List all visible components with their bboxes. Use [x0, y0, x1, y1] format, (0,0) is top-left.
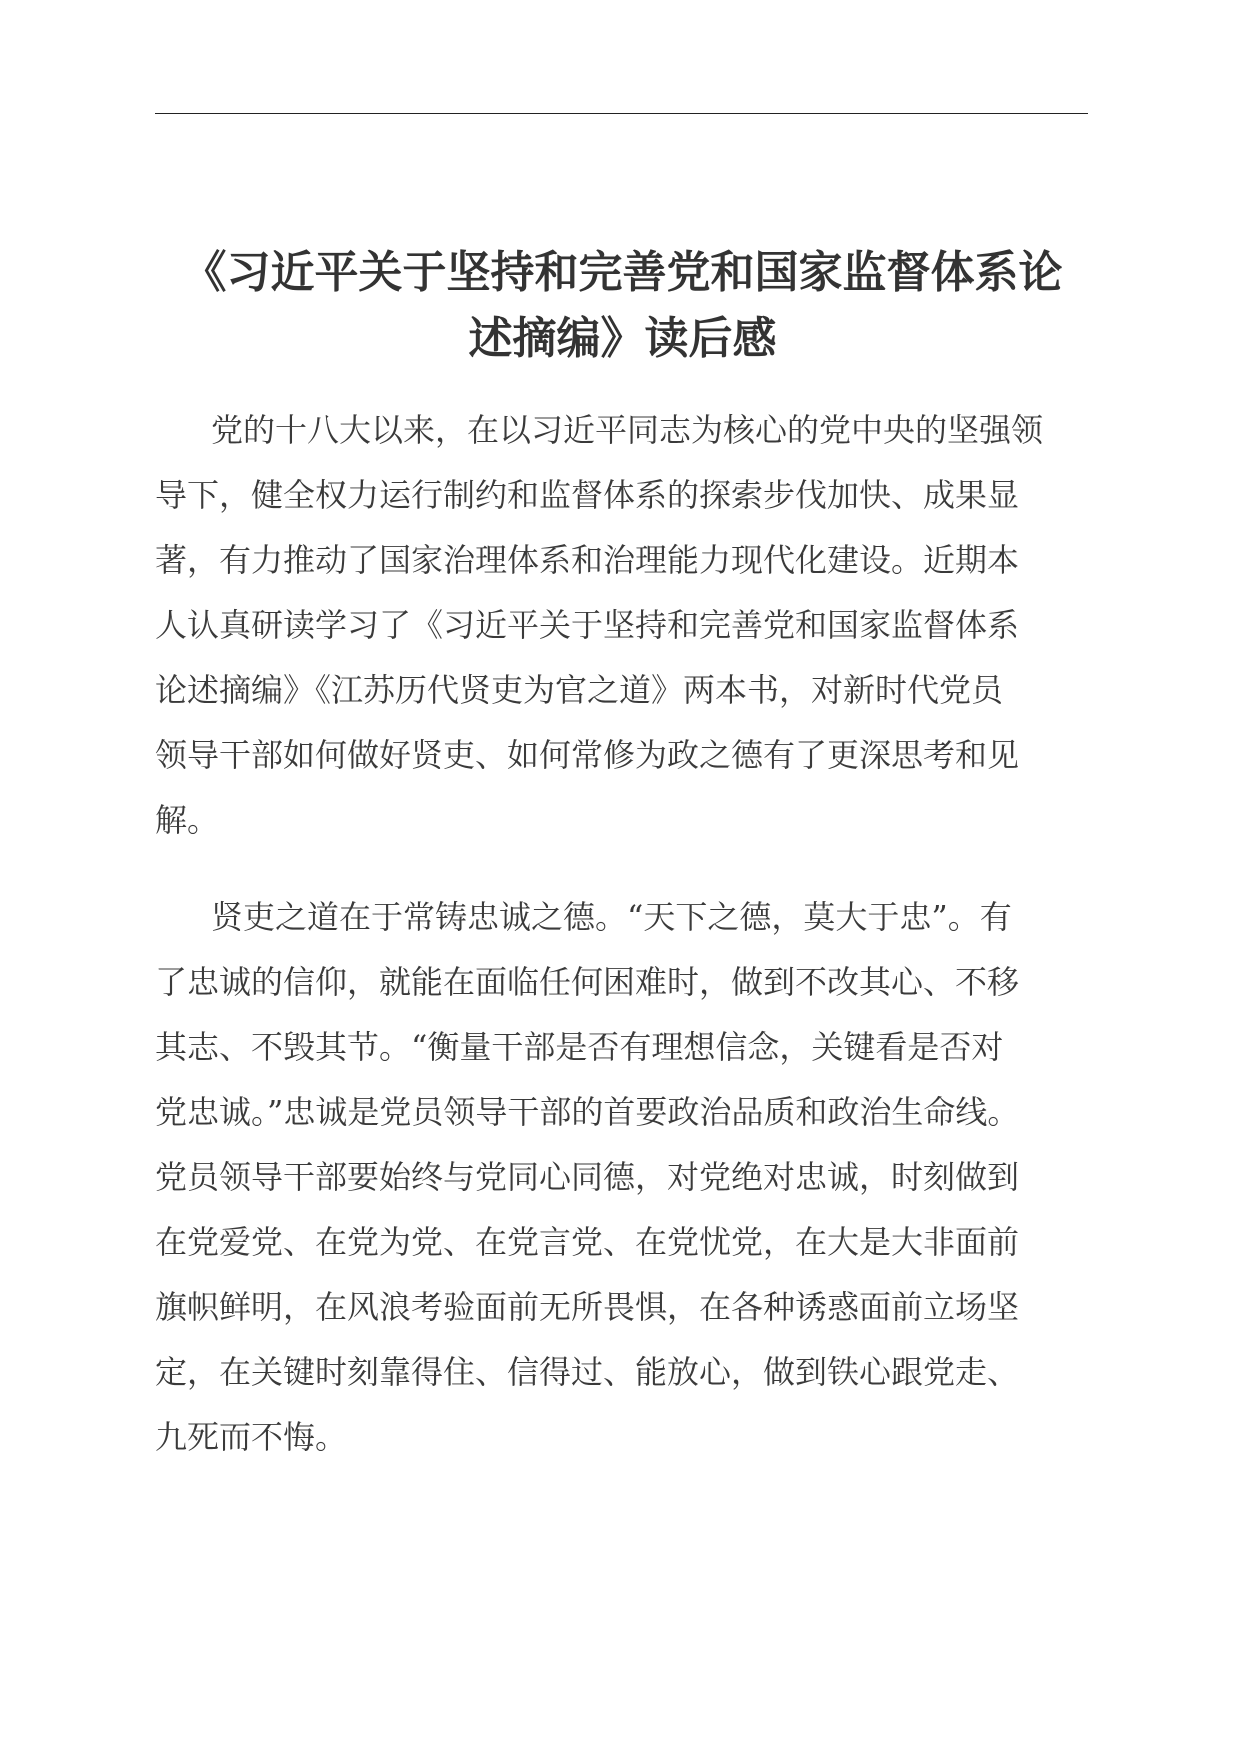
- paragraph-line: 党忠诚。”忠诚是党员领导干部的首要政治品质和政治生命线。: [155, 1093, 1020, 1131]
- header-rule: [155, 113, 1088, 114]
- paragraph-line: 党员领导干部要始终与党同心同德，对党绝对忠诚，时刻做到: [155, 1158, 1020, 1196]
- paragraph-line: 导下，健全权力运行制约和监督体系的探索步伐加快、成果显: [155, 476, 1020, 514]
- title-line: 《习近平关于坚持和完善党和国家监督体系论: [182, 247, 1063, 298]
- paragraph-line: 论述摘编》《江苏历代贤吏为官之道》两本书，对新时代党员: [155, 671, 1004, 709]
- paragraph-line: 旗帜鲜明，在风浪考验面前无所畏惧，在各种诱惑面前立场坚: [155, 1288, 1020, 1326]
- paragraph-line: 了忠诚的信仰，就能在面临任何困难时，做到不改其心、不移: [155, 963, 1020, 1001]
- paragraph-line: 人认真研读学习了《习近平关于坚持和完善党和国家监督体系: [155, 606, 1020, 644]
- paragraph-line: 其志、不毁其节。“衡量干部是否有理想信念，关键看是否对: [155, 1028, 1004, 1066]
- paragraph-line: 九死而不悔。: [155, 1418, 348, 1456]
- title-line: 述摘编》读后感: [468, 313, 777, 364]
- document-title: [150, 240, 1095, 372]
- paragraph-line: 解。: [155, 801, 220, 839]
- paragraph-line: 贤吏之道在于常铸忠诚之德。“天下之德，莫大于忠”。有: [211, 898, 1012, 936]
- paragraph-line: 著，有力推动了国家治理体系和治理能力现代化建设。近期本: [155, 541, 1020, 579]
- paragraph: [155, 398, 1085, 853]
- paragraph-line: 定，在关键时刻靠得住、信得过、能放心，做到铁心跟党走、: [155, 1353, 1020, 1391]
- paragraph-line: 在党爱党、在党为党、在党言党、在党忧党，在大是大非面前: [155, 1223, 1020, 1261]
- paragraph-line: 党的十八大以来，在以习近平同志为核心的党中央的坚强领: [211, 411, 1044, 449]
- paragraph: [155, 885, 1085, 1470]
- paragraph-line: 领导干部如何做好贤吏、如何常修为政之德有了更深思考和见: [155, 736, 1020, 774]
